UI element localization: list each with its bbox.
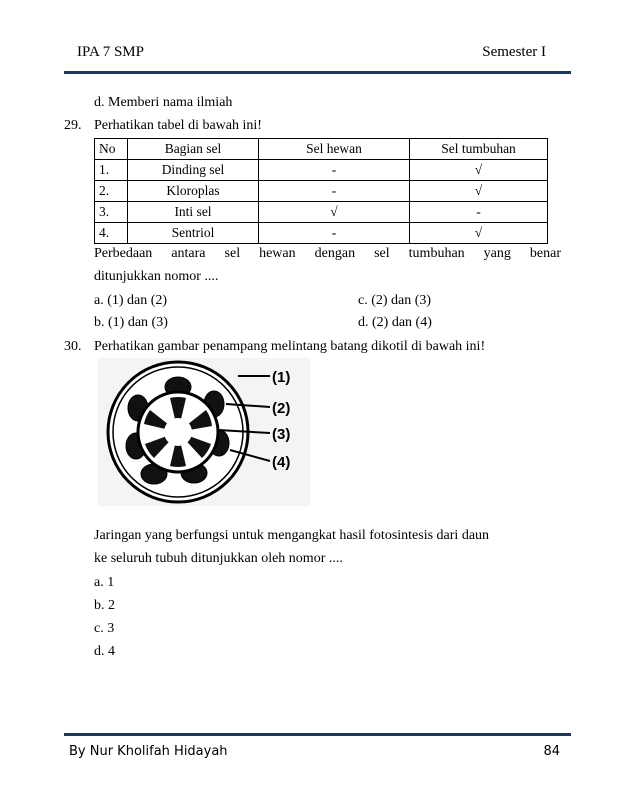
q30-question-line2: ke seluruh tubuh ditunjukkan oleh nomor .... [94,551,343,566]
table-header-animal: Sel hewan [259,139,410,160]
table-cell-no: 3. [95,202,128,223]
header-rule [64,71,571,74]
figure-label-3: (3) [272,426,291,443]
figure-label-1: (1) [272,369,291,386]
table-cell-plant: √ [410,223,548,244]
table-cell-no: 4. [95,223,128,244]
q29-number: 29. [64,118,82,133]
q30-option-d: d. 4 [94,644,115,659]
table-cell-animal: - [259,160,410,181]
header-subject: IPA 7 SMP [77,44,144,60]
table-header-plant: Sel tumbuhan [410,139,548,160]
table-cell-no: 1. [95,160,128,181]
table-cell-part: Inti sel [128,202,259,223]
cell-comparison-table [94,138,548,244]
q29-option-b: b. (1) dan (3) [94,315,168,330]
table-header-no: No [95,139,128,160]
q29-option-c: c. (2) dan (3) [358,293,432,308]
table-cell-part: Dinding sel [128,160,259,181]
dicot-stem-cross-section-figure [98,358,310,506]
figure-label-2: (2) [272,400,291,417]
table-header-part: Bagian sel [128,139,259,160]
q30-option-a: a. 1 [94,575,115,590]
header-semester: Semester I [482,44,546,60]
table-cell-animal: √ [259,202,410,223]
q29-option-d: d. (2) dan (4) [358,315,432,330]
q30-option-c: c. 3 [94,621,115,636]
table-row [95,181,548,202]
q30-question-line1: Jaringan yang berfungsi untuk mengangkat hasil fotosintesis dari daun [94,528,490,543]
q30-prompt: Perhatikan gambar penampang melintang batang dikotil di bawah ini! [94,339,486,354]
q29-question-line2: ditunjukkan nomor .... [94,269,219,284]
table-cell-no: 2. [95,181,128,202]
table-header-row [95,139,548,160]
q29-prompt: Perhatikan tabel di bawah ini! [94,118,262,133]
table-cell-part: Sentriol [128,223,259,244]
table-cell-plant: - [410,202,548,223]
q30-number: 30. [64,339,82,354]
q30-option-b: b. 2 [94,598,115,613]
q29-option-a: a. (1) dan (2) [94,293,168,308]
table-cell-plant: √ [410,181,548,202]
table-cell-animal: - [259,181,410,202]
table-row [95,202,548,223]
table-row [95,223,548,244]
page-number: 84 [543,744,560,759]
footer-rule [64,733,571,736]
table-cell-part: Kloroplas [128,181,259,202]
figure-label-4: (4) [272,454,291,471]
table-cell-animal: - [259,223,410,244]
table-row [95,160,548,181]
footer-author: By Nur Kholifah Hidayah [69,744,228,759]
q29-question-line1: Perbedaan antara sel hewan dengan sel tumbuhan yang benar [94,246,561,261]
q28-option-d: d. Memberi nama ilmiah [94,95,233,110]
table-cell-plant: √ [410,160,548,181]
